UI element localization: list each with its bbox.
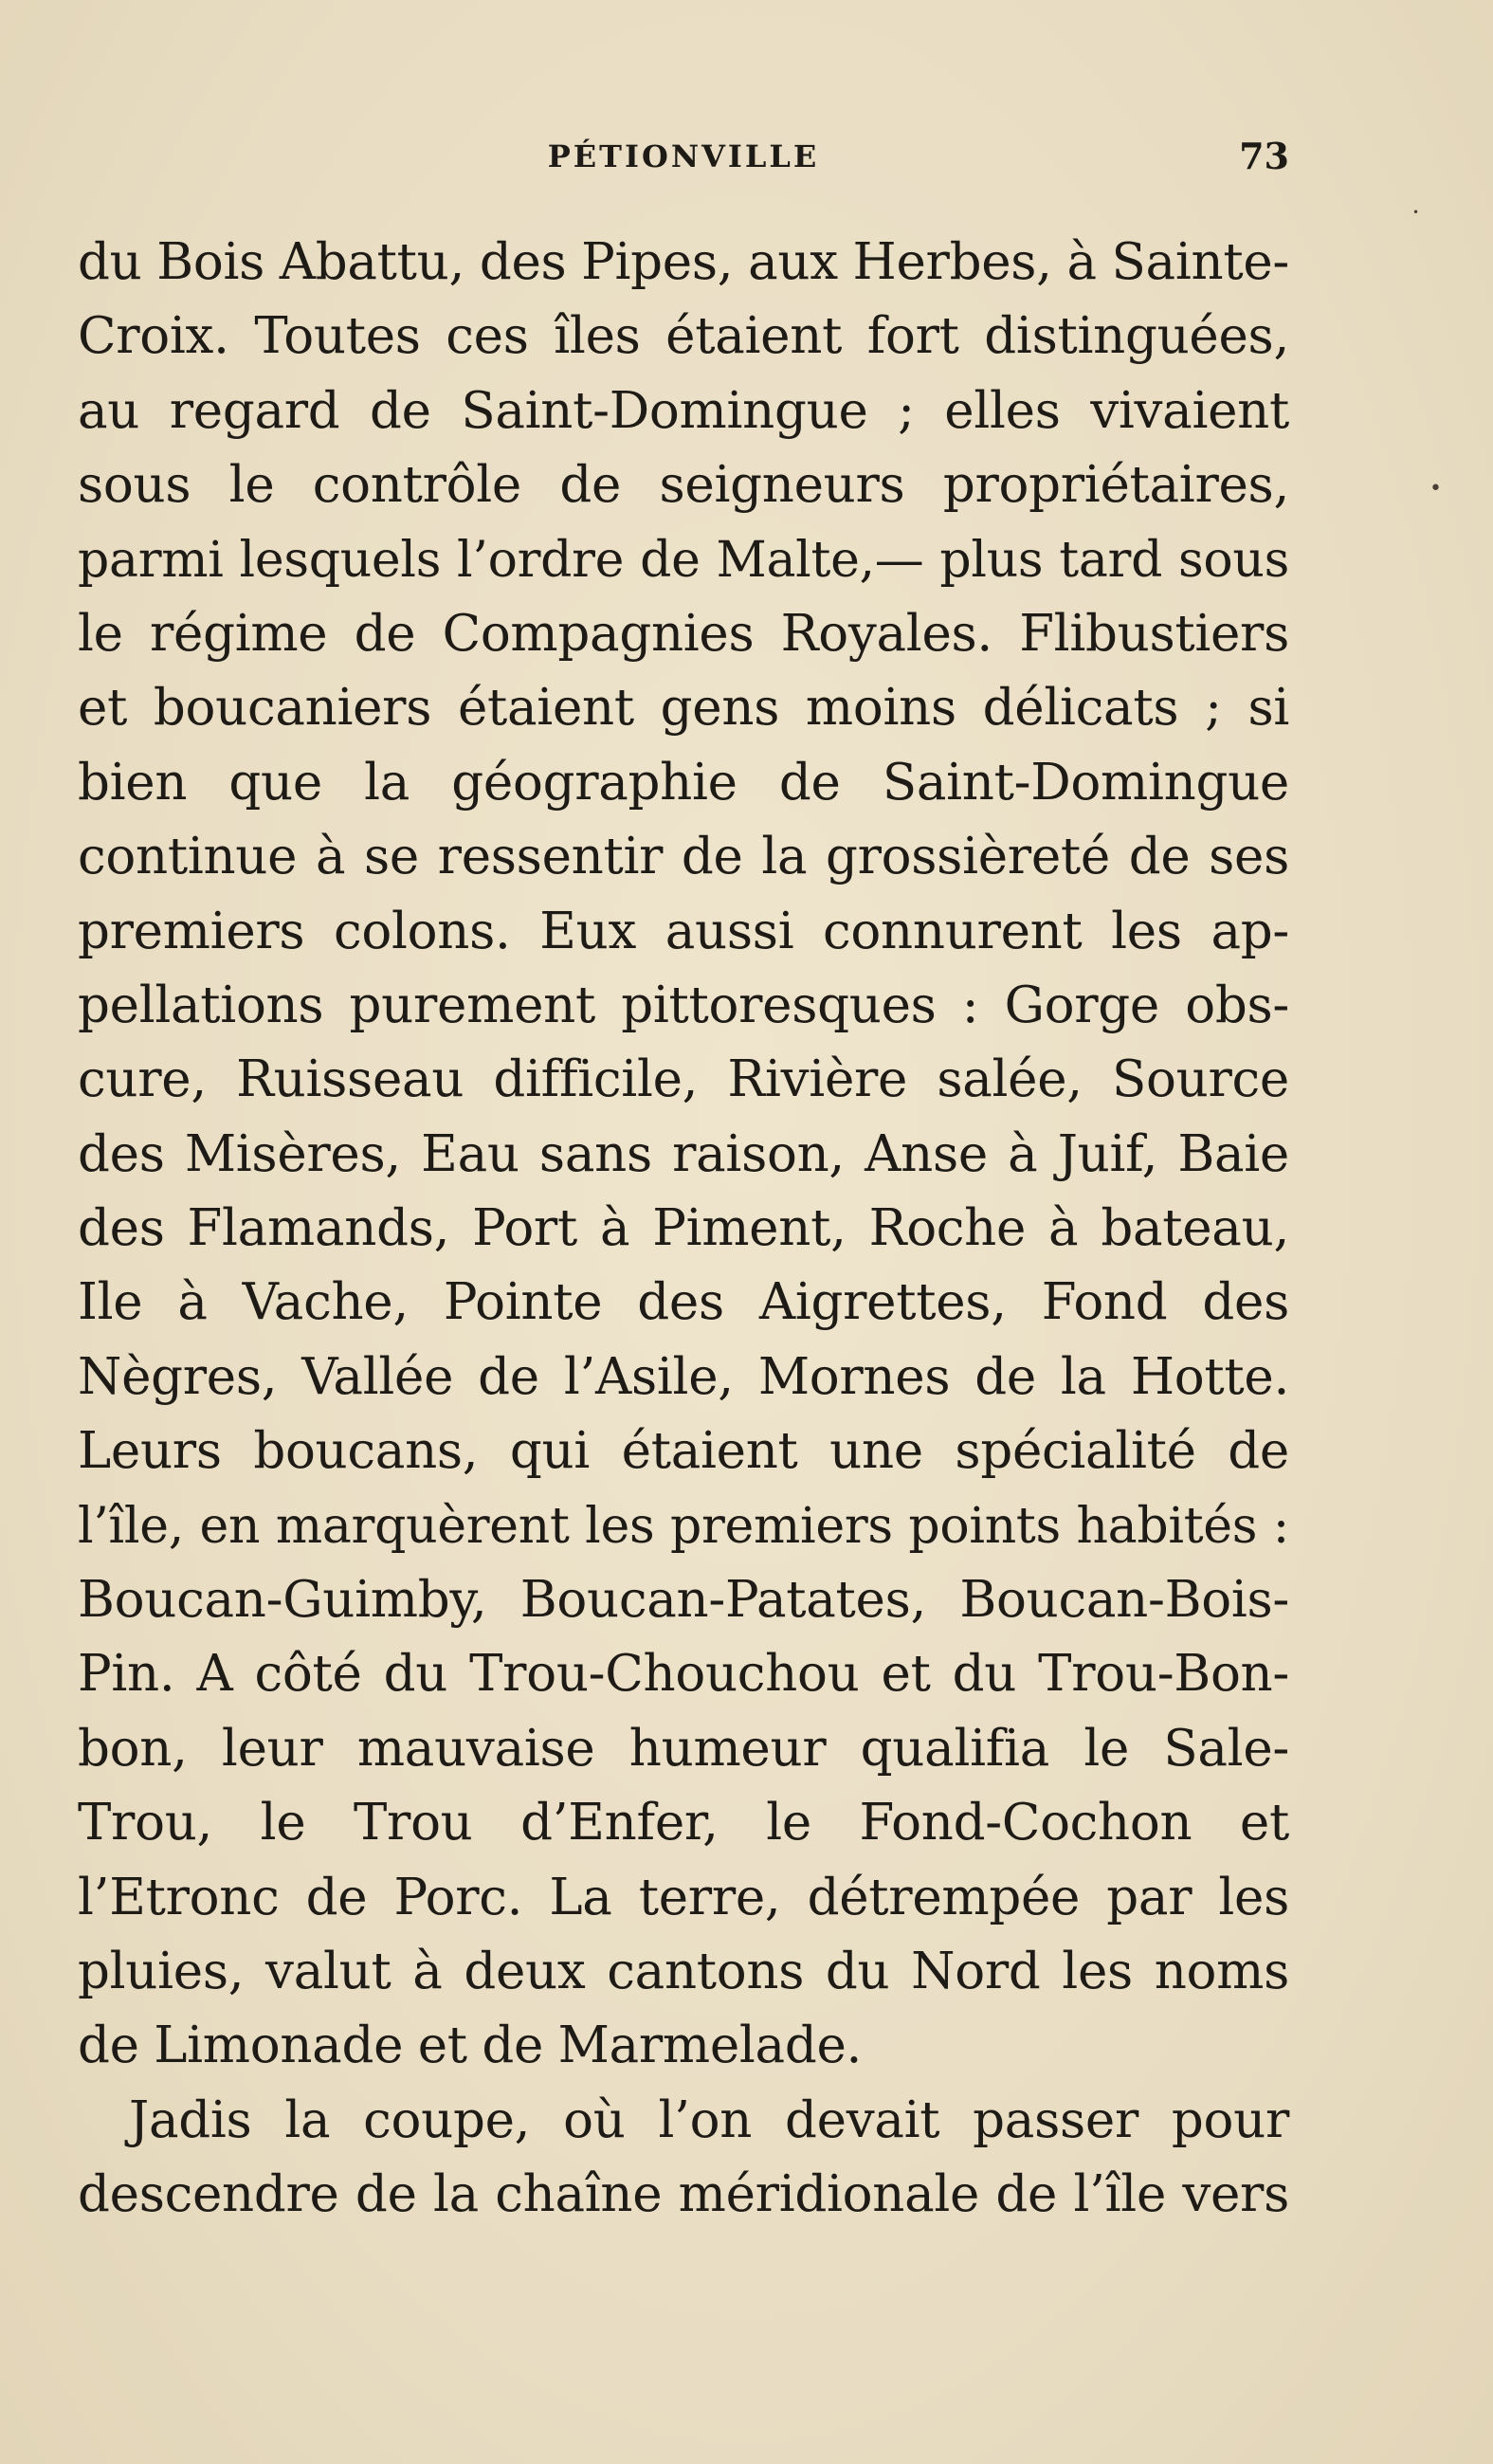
text-line: de Limonade et de Marmelade. — [78, 2017, 863, 2075]
text-line: bon, leur mauvaise humeur qualifia le Sale- — [78, 1719, 1289, 1778]
text-line: des Misères, Eau sans raison, Anse à Juif, Baie — [78, 1124, 1289, 1183]
body-text — [78, 226, 1289, 2233]
ink-speck-icon: • — [1429, 477, 1442, 501]
text-line: Croix. Toutes ces îles étaient fort distinguées, — [78, 307, 1289, 366]
text-line: parmi lesquels l’ordre de Malte,— plus tard sous — [78, 531, 1289, 589]
text-line: Pin. A côté du Trou-Chouchou et du Trou-Bon- — [78, 1645, 1289, 1704]
text-line: Ile à Vache, Pointe des Aigrettes, Fond des — [78, 1273, 1289, 1332]
text-line: et boucaniers étaient gens moins délicats ; si — [78, 679, 1289, 738]
text-line: du Bois Abattu, des Pipes, aux Herbes, à Sainte- — [78, 233, 1289, 291]
text-line: bien que la géographie de Saint-Domingue — [78, 753, 1289, 812]
text-line: l’Etronc de Porc. La terre, détrempée par les — [78, 1868, 1289, 1926]
ink-speck-icon: • — [1412, 206, 1420, 219]
text-line: Nègres, Vallée de l’Asile, Mornes de la Hotte. — [78, 1347, 1289, 1406]
text-line: pellations purement pittoresques : Gorge obs- — [78, 976, 1289, 1034]
page-number: 73 — [1239, 135, 1289, 177]
text-line: sous le contrôle de seigneurs propriétaires, — [78, 456, 1289, 515]
text-line: cure, Ruisseau difficile, Rivière salée, Source — [78, 1050, 1289, 1109]
text-line: le régime de Compagnies Royales. Flibustiers — [78, 604, 1289, 663]
text-line: premiers colons. Eux aussi connurent les ap- — [78, 902, 1289, 960]
text-line: Leurs boucans, qui étaient une spécialité de — [78, 1422, 1289, 1481]
page-title: PÉTIONVILLE — [547, 138, 820, 174]
text-line: Trou, le Trou d’Enfer, le Fond-Cochon et — [78, 1794, 1289, 1853]
running-head — [78, 135, 1289, 182]
text-line: l’île, en marquèrent les premiers points habités : — [78, 1497, 1289, 1555]
text-line: Jadis la coupe, où l’on devait passer pour — [129, 2090, 1289, 2149]
text-line: des Flamands, Port à Piment, Roche à bateau, — [78, 1199, 1289, 1258]
text-line: pluies, valut à deux cantons du Nord les noms — [78, 1942, 1289, 2000]
text-line: continue à se ressentir de la grossièreté de ses — [78, 828, 1289, 886]
text-line: descendre de la chaîne méridionale de l’île vers — [78, 2165, 1289, 2224]
text-line: au regard de Saint-Domingue ; elles vivaient — [78, 381, 1289, 440]
text-line: Boucan-Guimby, Boucan-Patates, Boucan-Bois- — [78, 1571, 1289, 1630]
